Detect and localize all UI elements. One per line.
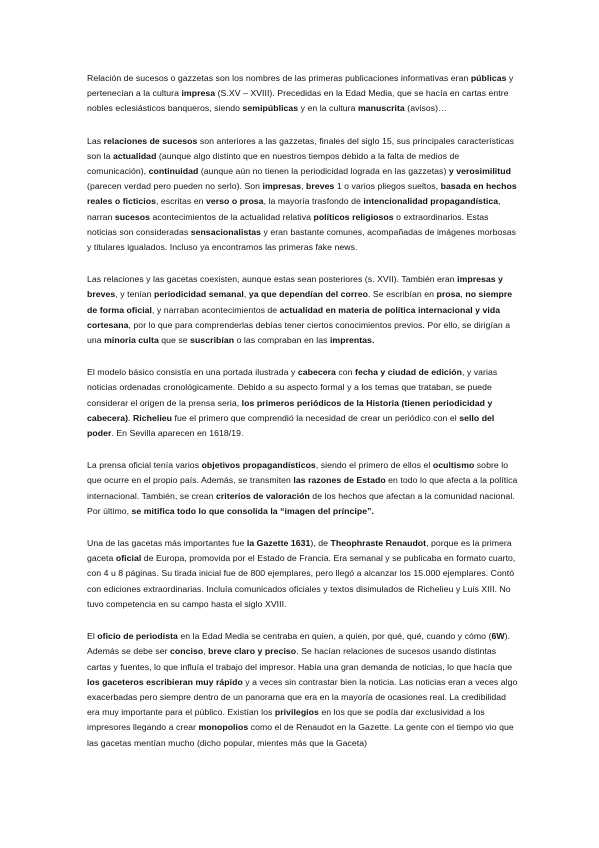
bold-text: continuidad — [148, 166, 199, 177]
text-run: en los que se podía dar exclusividad a los impresores llegando a crear — [87, 707, 485, 733]
text-run: Las — [87, 135, 104, 146]
bold-text: impresa — [181, 88, 216, 99]
bold-text: públicas — [470, 73, 507, 83]
bold-text: Richelieu — [132, 412, 173, 423]
text-run: . — [128, 412, 133, 423]
text-run: Una de las gacetas más importantes fue — [87, 538, 247, 549]
text-run: , y narraban acontecimientos de — [152, 304, 280, 315]
text-run: . En Sevilla aparecen en 1618/19. — [111, 428, 244, 439]
bold-text: y verosimilitud — [448, 166, 511, 177]
text-run: . Se escribían en — [367, 289, 437, 300]
text-run: , escritas en — [155, 196, 206, 207]
text-run: , la mayoría trasfondo de — [263, 196, 364, 207]
paragraph-7 — [87, 629, 519, 751]
bold-text: criterios de valoración — [215, 490, 310, 501]
text-run: y eran bastante comunes, acompañadas de imágenes morbosas y titulares igualados. Incluso ya encontramos las primeras fake news. — [87, 226, 517, 253]
bold-text: conciso — [170, 646, 204, 657]
text-run: , — [301, 181, 307, 192]
text-run: , — [460, 289, 466, 300]
bold-text: breve claro y preciso — [208, 646, 297, 657]
text-run: , siendo el primero de ellos el — [315, 460, 433, 471]
bold-text: la Gazette 1631 — [246, 538, 311, 549]
text-run: ). Además se debe ser — [87, 631, 510, 657]
bold-text: basada en hechos reales o ficticios — [87, 181, 517, 207]
bold-text: privilegios — [274, 707, 319, 718]
bold-text: semipúblicas — [242, 103, 299, 114]
text-run: sobre lo que ocurre en el propio país. Además, se transmiten — [87, 460, 509, 486]
text-run: (S.XV – XVIII). Precedidas en la Edad Media, que se hacía en cartas entre nobles eclesiásticos banqueros, siendo — [87, 88, 509, 114]
text-run: (avisos)… — [404, 103, 447, 114]
bold-text: prosa — [436, 289, 461, 300]
text-run: , porque es la primera gaceta — [87, 538, 512, 564]
text-run: 1 o varios pliegos sueltos, — [334, 181, 441, 192]
text-run: o extraordinarios. Estas noticias son consideradas — [87, 211, 489, 237]
text-run: y pertenecían a la cultura — [87, 73, 514, 99]
text-run: , narran — [87, 196, 501, 222]
bold-text: sello del poder — [87, 412, 495, 439]
bold-text: suscribían — [190, 335, 235, 346]
bold-text: minoría culta — [104, 335, 159, 346]
text-run: como el de Renaudot en la Gazette. La gente con el tiempo vio que las gacetas mentían mucho (dicho popular, mientes más que la Gaceta) — [87, 722, 514, 748]
text-run: y a veces sin contrastar bien la noticia. Las noticias eran a veces algo exacerbadas pero siempre dentro de un panorama que era en la mayoría de ocasiones real. La credibilidad era muy importante para el público. Existían los — [87, 676, 518, 718]
text-run: con — [335, 367, 356, 378]
bold-text: ya que dependían del correo — [248, 289, 368, 300]
text-run: , — [243, 289, 249, 300]
bold-text: relaciones de sucesos — [103, 135, 198, 146]
paragraph-6 — [87, 536, 519, 612]
bold-text: impresas — [262, 181, 302, 192]
text-run: ), de — [310, 538, 331, 549]
bold-text: actualidad — [112, 150, 157, 161]
text-run: en la Edad Media se centraba en quien, a quien, por qué, qué, cuando y cómo ( — [177, 631, 492, 642]
bold-text: impresas y breves — [87, 274, 504, 300]
bold-text: no siempre de forma oficial — [87, 289, 513, 315]
bold-text: fecha y ciudad de edición — [355, 367, 462, 378]
text-run: de Europa, promovida por el Estado de Francia. Era semanal y se publicaba en formato cuarto, con 4 u 8 páginas. Su tirada inicial fue de 800 ejemplares, pero llegó a alcanzar los 15.000 ejemplares. Contó con ediciones extraordinarias. Incluía comunicados oficiales y textos disimulados de Richelieu y Luis XIII. No tuvo competencia en su campo hasta el siglo XVIII. — [87, 553, 516, 609]
paragraph-4 — [87, 365, 519, 441]
text-run: de los hechos que afectan a la comunidad nacional. Por último, — [87, 490, 515, 516]
paragraph-1 — [87, 71, 519, 117]
bold-text: oficio de periodista — [97, 631, 178, 642]
bold-text: verso o prosa — [205, 196, 264, 207]
text-run: fue el primero que comprendió la necesidad de crear un periódico con el — [172, 412, 460, 423]
bold-text: 6W — [491, 631, 505, 642]
bold-text: los gaceteros escribieran muy rápido — [87, 676, 243, 687]
bold-text: oficial — [115, 553, 142, 564]
bold-text: monopolios — [198, 722, 249, 733]
bold-text: se mitifica todo lo que consolida la “imagen del príncipe”. — [131, 505, 374, 516]
bold-text: manuscrita — [357, 103, 405, 114]
bold-text: breves — [306, 181, 335, 192]
text-run: El — [87, 631, 98, 642]
text-run: son anteriores a las gazzetas, finales del siglo 15, sus principales características son la — [87, 135, 515, 161]
paragraph-5 — [87, 458, 519, 519]
text-run: El modelo básico consistía en una portada ilustrada y — [87, 367, 298, 378]
bold-text: periodicidad semanal — [154, 289, 244, 300]
text-run: , y varias noticias ordenadas cronológicamente. Debido a su aspecto formal y a los temas que trataban, se puede considerar el origen de la prensa seria, — [87, 367, 498, 408]
text-run: en todo lo que afecta a la política internacional. También, se crean — [87, 475, 518, 501]
text-run: (aunque aún no tienen la periodicidad lograda en las gazzetas) — [198, 166, 449, 177]
bold-text: objetivos propagandísticos — [201, 460, 316, 471]
text-run: y en la cultura — [298, 103, 358, 114]
text-run: La prensa oficial tenía varios — [87, 460, 202, 471]
text-run: , — [203, 646, 209, 657]
text-run: (aunque algo distinto que en nuestros tiempos debido a la falta de medios de comunicación), — [87, 150, 460, 177]
bold-text: intencionalidad propagandística — [363, 196, 499, 207]
bold-text: sucesos — [114, 211, 151, 222]
bold-text: ocultismo — [432, 460, 475, 471]
paragraph-3 — [87, 272, 519, 348]
text-run: acontecimientos de la actualidad relativa — [150, 211, 314, 222]
bold-text: políticos religiosos — [313, 211, 394, 222]
text-run: , por lo que para comprenderlas debías tener ciertos conocimientos previos. Por ello, se dirigían a una — [87, 319, 511, 346]
text-run: , y tenían — [115, 289, 155, 300]
bold-text: los primeros periódicos de la Historia (tienen periodicidad y cabecera) — [87, 397, 493, 423]
bold-text: Theophraste Renaudot — [330, 538, 427, 549]
bold-text: sensacionalistas — [190, 226, 262, 237]
text-run: . Se hacían relaciones de sucesos usando distintas cartas y fuentes, lo que influía el trabajo del impresor. Había una gran demanda de noticias, lo que hacía que — [87, 646, 513, 672]
paragraph-2 — [87, 134, 519, 256]
text-run: que se — [158, 335, 191, 346]
text-run: Las relaciones y las gacetas coexisten, aunque estas sean posteriores (s. XVII). También eran — [87, 274, 458, 285]
text-run: Relación de sucesos o gazzetas son los nombres de las primeras publicaciones informativas eran — [87, 73, 471, 83]
bold-text: imprentas. — [329, 335, 375, 346]
bold-text: actualidad en materia de política internacional y vida cortesana — [87, 304, 501, 330]
text-run: (parecen verdad pero pueden no serlo). Son — [87, 181, 263, 192]
bold-text: las razones de Estado — [293, 475, 386, 486]
text-run: o las compraban en las — [234, 335, 330, 346]
document-body — [87, 71, 519, 768]
bold-text: cabecera — [297, 367, 336, 378]
